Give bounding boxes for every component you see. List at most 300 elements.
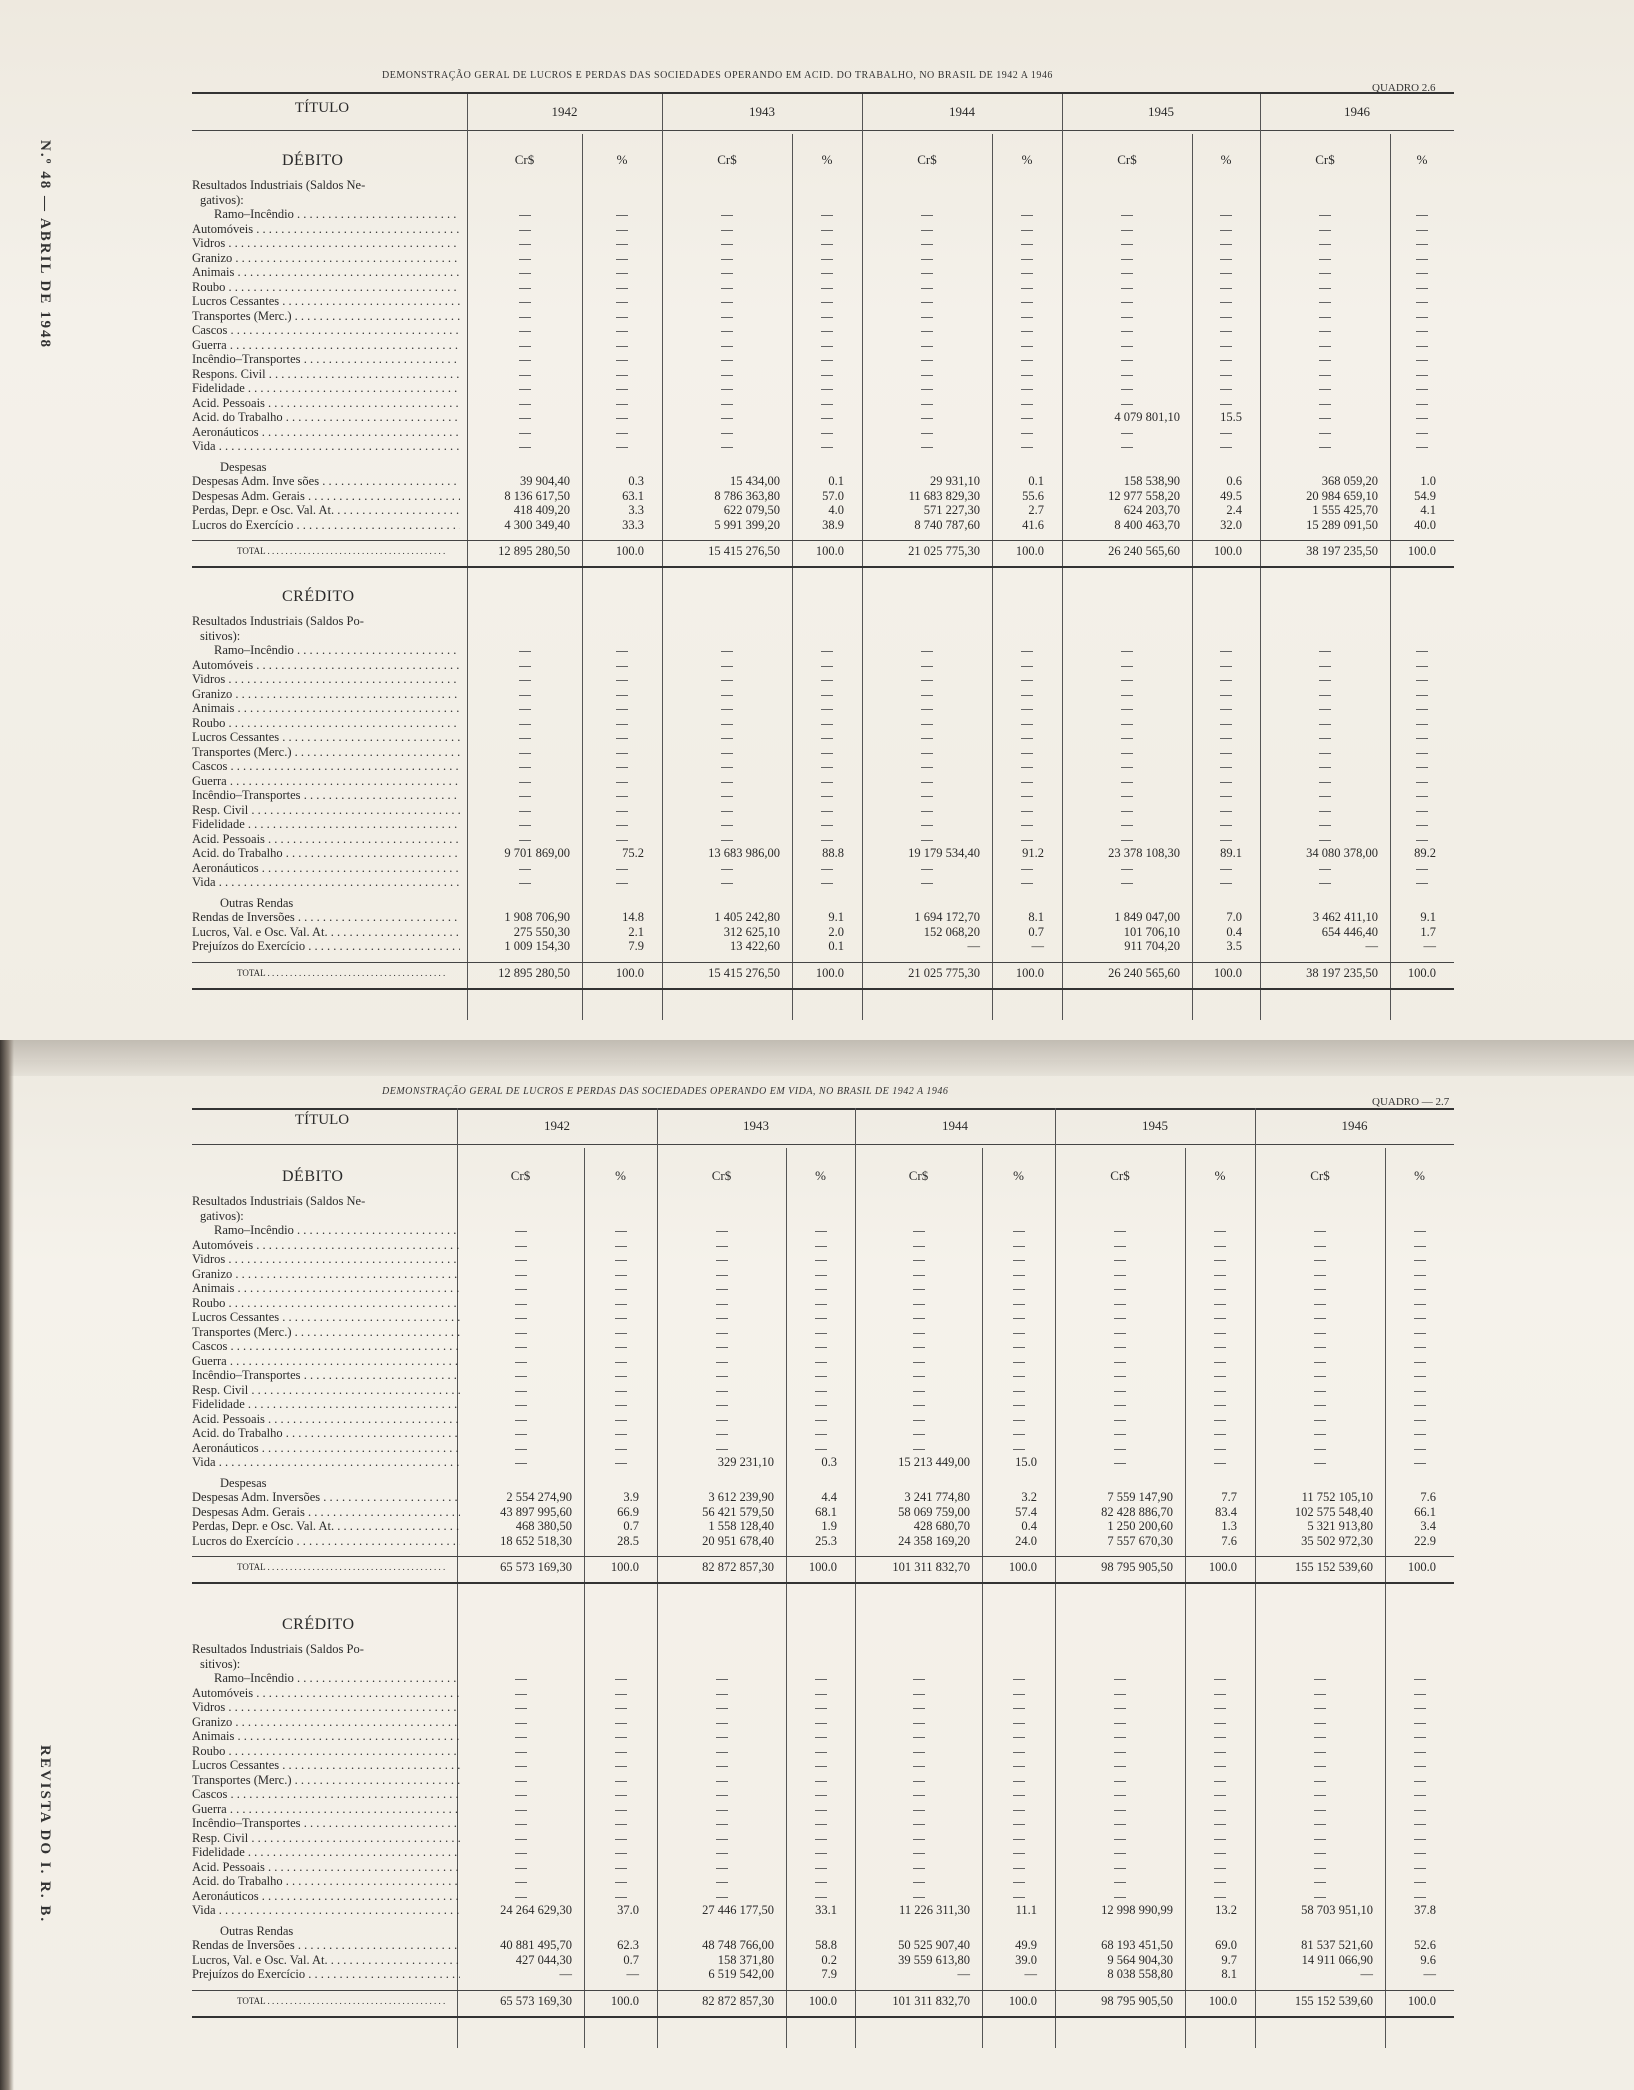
empty-value-dash [1416, 738, 1428, 739]
empty-value-dash [519, 259, 531, 260]
empty-value-dash [821, 869, 833, 870]
empty-value-dash [721, 680, 733, 681]
empty-value-dash [716, 1231, 728, 1232]
empty-value-dash [519, 273, 531, 274]
empty-value-dash [921, 869, 933, 870]
empty-value-dash [815, 1420, 827, 1421]
total-value: 100.0 [808, 1560, 837, 1574]
currency-unit: Cr$ [1110, 1168, 1130, 1183]
empty-value-dash [1114, 1882, 1126, 1883]
empty-value-dash [921, 825, 933, 826]
top-rule [192, 92, 1454, 94]
percent-value: — [1031, 939, 1044, 953]
empty-value-dash [913, 1362, 925, 1363]
column-rule [582, 580, 583, 1020]
row-label: Ramo–Incêndio . . . [192, 643, 460, 658]
percent-value: 37.8 [1414, 1903, 1436, 1917]
empty-value-dash [519, 375, 531, 376]
row-label: Vida . . . [192, 1455, 460, 1470]
empty-value-dash [1214, 1781, 1226, 1782]
empty-value-dash [721, 738, 733, 739]
row-label: Lucros Cessantes . . . [192, 1758, 460, 1773]
empty-value-dash [1121, 346, 1133, 347]
empty-value-dash [821, 230, 833, 231]
table-title: DEMONSTRAÇÃO GERAL DE LUCROS E PERDAS DAS SOCIEDADES OPERANDO EM VIDA, NO BRASIL DE 1942 A 1946 [382, 1086, 949, 1097]
amount-value: 468 380,50 [515, 1519, 572, 1533]
empty-value-dash [615, 1897, 627, 1898]
empty-value-dash [1013, 1679, 1025, 1680]
empty-value-dash [616, 796, 628, 797]
empty-value-dash [1319, 418, 1331, 419]
empty-value-dash [1121, 825, 1133, 826]
empty-value-dash [716, 1391, 728, 1392]
amount-value: 5 991 399,20 [714, 517, 780, 532]
empty-value-dash [1414, 1347, 1426, 1348]
empty-value-dash [515, 1708, 527, 1709]
empty-value-dash [519, 811, 531, 812]
empty-value-dash [815, 1795, 827, 1796]
bottom-rule [192, 2016, 1454, 2018]
amount-value: 34 080 378,00 [1306, 846, 1378, 860]
empty-value-dash [716, 1752, 728, 1753]
empty-value-dash [716, 1376, 728, 1377]
empty-value-dash [1319, 259, 1331, 260]
empty-value-dash [615, 1333, 627, 1334]
empty-value-dash [1114, 1362, 1126, 1363]
empty-value-dash [913, 1679, 925, 1680]
row-label: Ramo–Incêndio . . . [192, 1223, 460, 1238]
empty-value-dash [1021, 418, 1033, 419]
empty-value-dash [913, 1795, 925, 1796]
empty-value-dash [1021, 840, 1033, 841]
column-rule [862, 580, 863, 1020]
empty-value-dash [1319, 288, 1331, 289]
total-value: 100.0 [615, 965, 644, 980]
empty-value-dash [1220, 709, 1232, 710]
total-value: 98 795 905,50 [1101, 1560, 1173, 1574]
empty-value-dash [519, 825, 531, 826]
empty-value-dash [1021, 215, 1033, 216]
result-pos-label-cont: sitivos): [200, 628, 241, 643]
row-label: Despesas Adm. Gerais . . . [192, 489, 460, 504]
empty-value-dash [1214, 1318, 1226, 1319]
empty-value-dash [1214, 1723, 1226, 1724]
row-label: Guerra . . . [192, 338, 460, 353]
empty-value-dash [716, 1405, 728, 1406]
empty-value-dash [519, 389, 531, 390]
empty-value-dash [1121, 331, 1133, 332]
row-label: Ramo–Incêndio . . . [192, 207, 460, 222]
header-rule [192, 130, 1454, 131]
empty-value-dash [1021, 680, 1033, 681]
empty-value-dash [1121, 709, 1133, 710]
row-label: Granizo . . . [192, 1267, 460, 1282]
total-label: TOTAL . . . [192, 1560, 460, 1575]
amount-value: 81 537 521,60 [1301, 1938, 1373, 1952]
amount-value: 1 558 128,40 [708, 1519, 774, 1533]
percent-value: 15.5 [1220, 410, 1242, 424]
empty-value-dash [1319, 724, 1331, 725]
empty-value-dash [815, 1304, 827, 1305]
amount-value: 11 683 829,30 [908, 488, 980, 503]
empty-value-dash [721, 447, 733, 448]
empty-value-dash [716, 1766, 728, 1767]
empty-value-dash [815, 1868, 827, 1869]
debit-end-rule [192, 566, 1454, 568]
empty-value-dash [519, 302, 531, 303]
column-rule [792, 580, 793, 1020]
empty-value-dash [913, 1347, 925, 1348]
empty-value-dash [615, 1868, 627, 1869]
empty-value-dash [815, 1882, 827, 1883]
empty-value-dash [1314, 1449, 1326, 1450]
empty-value-dash [921, 666, 933, 667]
row-label: Incêndio–Transportes . . . [192, 352, 460, 367]
empty-value-dash [616, 215, 628, 216]
empty-value-dash [913, 1810, 925, 1811]
empty-value-dash [1314, 1810, 1326, 1811]
empty-value-dash [721, 360, 733, 361]
total-value: 101 311 832,70 [892, 1560, 970, 1574]
empty-value-dash [721, 782, 733, 783]
total-value: 15 415 276,50 [708, 965, 780, 980]
empty-value-dash [1319, 215, 1331, 216]
empty-value-dash [1416, 317, 1428, 318]
total-value: 12 895 280,50 [498, 544, 570, 558]
empty-value-dash [1121, 389, 1133, 390]
empty-value-dash [615, 1405, 627, 1406]
empty-value-dash [1220, 375, 1232, 376]
empty-value-dash [1021, 695, 1033, 696]
total-value: 100.0 [610, 1560, 639, 1574]
empty-value-dash [1121, 869, 1133, 870]
amount-value: 101 706,10 [1123, 924, 1180, 939]
empty-value-dash [1319, 433, 1331, 434]
empty-value-dash [1414, 1434, 1426, 1435]
total-value: 101 311 832,70 [892, 1993, 970, 2008]
percent-unit: % [1414, 1168, 1425, 1183]
amount-value: 1 908 706,90 [504, 910, 570, 924]
percent-value: 62.3 [617, 1938, 639, 1952]
empty-value-dash [1416, 724, 1428, 725]
percent-value: — [1024, 1967, 1037, 1981]
empty-value-dash [721, 317, 733, 318]
empty-value-dash [616, 375, 628, 376]
empty-value-dash [1220, 331, 1232, 332]
percent-value: 3.2 [1021, 1490, 1037, 1504]
column-rule [584, 1608, 585, 2048]
empty-value-dash [721, 288, 733, 289]
empty-value-dash [1319, 447, 1331, 448]
empty-value-dash [1319, 302, 1331, 303]
empty-value-dash [1214, 1737, 1226, 1738]
empty-value-dash [1021, 782, 1033, 783]
row-label: Granizo . . . [192, 687, 460, 702]
amount-value: 1 405 242,80 [714, 910, 780, 924]
total-value: 15 415 276,50 [708, 544, 780, 558]
empty-value-dash [615, 1737, 627, 1738]
row-label: Resp. Civil . . . [192, 803, 460, 818]
empty-value-dash [1121, 695, 1133, 696]
percent-value: 7.6 [1221, 1533, 1237, 1548]
empty-value-dash [1220, 695, 1232, 696]
empty-value-dash [1414, 1737, 1426, 1738]
empty-value-dash [1121, 317, 1133, 318]
empty-value-dash [515, 1391, 527, 1392]
empty-value-dash [615, 1708, 627, 1709]
empty-value-dash [1114, 1449, 1126, 1450]
empty-value-dash [1013, 1405, 1025, 1406]
row-label: Cascos . . . [192, 1787, 460, 1802]
percent-value: 39.0 [1015, 1952, 1037, 1967]
empty-value-dash [1416, 782, 1428, 783]
empty-value-dash [515, 1405, 527, 1406]
empty-value-dash [716, 1246, 728, 1247]
empty-value-dash [815, 1391, 827, 1392]
percent-value: 28.5 [617, 1533, 639, 1548]
empty-value-dash [1416, 825, 1428, 826]
empty-value-dash [821, 317, 833, 318]
empty-value-dash [1214, 1449, 1226, 1450]
empty-value-dash [1414, 1304, 1426, 1305]
table-title: DEMONSTRAÇÃO GERAL DE LUCROS E PERDAS DAS SOCIEDADES OPERANDO EM ACID. DO TRABALHO, NO BRASIL DE 1942 A 1946 [382, 70, 1053, 81]
empty-value-dash [1414, 1449, 1426, 1450]
amount-value: 654 446,40 [1321, 924, 1378, 939]
empty-value-dash [519, 840, 531, 841]
row-label: Roubo . . . [192, 1296, 460, 1311]
row-label: Vidros . . . [192, 1700, 460, 1715]
empty-value-dash [913, 1304, 925, 1305]
amount-value: 911 704,20 [1124, 939, 1180, 953]
percent-value: — [1423, 939, 1436, 953]
empty-value-dash [1416, 840, 1428, 841]
empty-value-dash [616, 404, 628, 405]
empty-value-dash [716, 1839, 728, 1840]
credito-heading: CRÉDITO [282, 1616, 355, 1633]
amount-value: 24 264 629,30 [500, 1903, 572, 1917]
empty-value-dash [1314, 1679, 1326, 1680]
empty-value-dash [1214, 1246, 1226, 1247]
row-label: Aeronáuticos . . . [192, 1441, 460, 1456]
empty-value-dash [1414, 1231, 1426, 1232]
empty-value-dash [515, 1752, 527, 1753]
empty-value-dash [821, 433, 833, 434]
empty-value-dash [615, 1275, 627, 1276]
empty-value-dash [519, 709, 531, 710]
subtotal-rule [192, 540, 1454, 541]
empty-value-dash [1114, 1766, 1126, 1767]
empty-value-dash [1319, 883, 1331, 884]
percent-value: 37.0 [617, 1903, 639, 1917]
row-label: Incêndio–Transportes . . . [192, 788, 460, 803]
result-neg-label: Resultados Industriais (Saldos Ne- [192, 178, 366, 192]
empty-value-dash [1220, 782, 1232, 783]
empty-value-dash [616, 724, 628, 725]
amount-value: 20 984 659,10 [1306, 488, 1378, 503]
empty-value-dash [921, 259, 933, 260]
debito-heading: DÉBITO [282, 1168, 344, 1185]
empty-value-dash [1416, 418, 1428, 419]
percent-value: 15.0 [1015, 1455, 1037, 1469]
empty-value-dash [519, 680, 531, 681]
empty-value-dash [1114, 1391, 1126, 1392]
empty-value-dash [1220, 796, 1232, 797]
row-label: Roubo . . . [192, 280, 460, 295]
empty-value-dash [515, 1723, 527, 1724]
row-label: Vidros . . . [192, 672, 460, 687]
empty-value-dash [515, 1839, 527, 1840]
amount-value: 624 203,70 [1123, 503, 1180, 517]
empty-value-dash [821, 244, 833, 245]
empty-value-dash [1220, 360, 1232, 361]
empty-value-dash [1414, 1391, 1426, 1392]
row-label: Lucros, Val. e Osc. Val. At. . . . [192, 925, 460, 940]
empty-value-dash [616, 302, 628, 303]
empty-value-dash [815, 1347, 827, 1348]
empty-value-dash [1414, 1723, 1426, 1724]
debit-end-rule [192, 1582, 1454, 1584]
empty-value-dash [1013, 1304, 1025, 1305]
total-value: 21 025 775,30 [908, 965, 980, 980]
percent-value: 57.0 [822, 488, 844, 503]
empty-value-dash [1414, 1752, 1426, 1753]
empty-value-dash [1021, 796, 1033, 797]
total-value: 98 795 905,50 [1101, 1993, 1173, 2008]
empty-value-dash [921, 317, 933, 318]
amount-value: — [559, 1967, 572, 1981]
empty-value-dash [1121, 651, 1133, 652]
empty-value-dash [1214, 1420, 1226, 1421]
empty-value-dash [721, 389, 733, 390]
empty-value-dash [1416, 360, 1428, 361]
empty-value-dash [1013, 1781, 1025, 1782]
empty-value-dash [1214, 1275, 1226, 1276]
amount-value: 12 998 990,99 [1101, 1903, 1173, 1917]
year-header: 1944 [942, 1118, 968, 1133]
empty-value-dash [1114, 1420, 1126, 1421]
row-label: Acid. Pessoais . . . [192, 1412, 460, 1427]
empty-value-dash [1214, 1679, 1226, 1680]
empty-value-dash [921, 288, 933, 289]
empty-value-dash [1220, 433, 1232, 434]
empty-value-dash [1013, 1795, 1025, 1796]
empty-value-dash [815, 1810, 827, 1811]
empty-value-dash [821, 883, 833, 884]
percent-value: 89.2 [1414, 846, 1436, 860]
total-value: 155 152 539,60 [1294, 1560, 1373, 1574]
empty-value-dash [1220, 738, 1232, 739]
total-label: TOTAL . . . [192, 1994, 460, 2009]
column-rule [1055, 1608, 1056, 2048]
row-label: Animais . . . [192, 1729, 460, 1744]
empty-value-dash [1114, 1275, 1126, 1276]
row-label: Cascos . . . [192, 1339, 460, 1354]
empty-value-dash [721, 753, 733, 754]
empty-value-dash [616, 346, 628, 347]
empty-value-dash [1414, 1853, 1426, 1854]
empty-value-dash [921, 724, 933, 725]
empty-value-dash [616, 259, 628, 260]
empty-value-dash [721, 825, 733, 826]
percent-unit: % [616, 152, 628, 167]
amount-value: 8 400 463,70 [1114, 517, 1180, 532]
empty-value-dash [1114, 1708, 1126, 1709]
empty-value-dash [615, 1463, 627, 1464]
row-label: Despesas Adm. Inve sões . . . [192, 474, 460, 489]
empty-value-dash [913, 1824, 925, 1825]
empty-value-dash [921, 244, 933, 245]
empty-value-dash [519, 331, 531, 332]
empty-value-dash [1114, 1781, 1126, 1782]
empty-value-dash [1319, 767, 1331, 768]
empty-value-dash [716, 1318, 728, 1319]
percent-value: 75.2 [622, 846, 644, 860]
empty-value-dash [721, 709, 733, 710]
empty-value-dash [821, 375, 833, 376]
percent-value: 4.1 [1420, 503, 1436, 517]
empty-value-dash [913, 1839, 925, 1840]
row-label: Ramo–Incêndio . . . [192, 1671, 460, 1686]
empty-value-dash [1121, 433, 1133, 434]
result-neg-label: Resultados Industriais (Saldos Ne- [192, 1194, 366, 1208]
empty-value-dash [1416, 404, 1428, 405]
empty-value-dash [1314, 1376, 1326, 1377]
row-label: Fidelidade . . . [192, 1845, 460, 1860]
empty-value-dash [821, 346, 833, 347]
empty-value-dash [1121, 288, 1133, 289]
empty-value-dash [1214, 1231, 1226, 1232]
empty-value-dash [1013, 1868, 1025, 1869]
percent-value: 0.4 [1226, 924, 1242, 939]
empty-value-dash [1013, 1434, 1025, 1435]
percent-value: 8.1 [1028, 910, 1044, 924]
year-header: 1945 [1142, 1118, 1168, 1133]
empty-value-dash [616, 767, 628, 768]
empty-value-dash [1414, 1318, 1426, 1319]
empty-value-dash [921, 433, 933, 434]
percent-value: 0.3 [821, 1455, 837, 1469]
empty-value-dash [515, 1694, 527, 1695]
result-neg-label-cont: gativos): [200, 1208, 244, 1223]
amount-value: 1 694 172,70 [914, 910, 980, 924]
subtotal-rule [192, 1990, 1454, 1991]
empty-value-dash [1220, 230, 1232, 231]
empty-value-dash [721, 666, 733, 667]
empty-value-dash [716, 1275, 728, 1276]
empty-value-dash [815, 1260, 827, 1261]
total-value: 100.0 [1213, 965, 1242, 980]
empty-value-dash [721, 273, 733, 274]
empty-value-dash [716, 1260, 728, 1261]
row-label: Vida . . . [192, 1903, 460, 1918]
empty-value-dash [716, 1810, 728, 1811]
empty-value-dash [913, 1420, 925, 1421]
row-label: Acid. Pessoais . . . [192, 832, 460, 847]
empty-value-dash [515, 1781, 527, 1782]
empty-value-dash [616, 273, 628, 274]
empty-value-dash [721, 724, 733, 725]
empty-value-dash [1416, 215, 1428, 216]
empty-value-dash [1220, 273, 1232, 274]
amount-value: 15 289 091,50 [1306, 517, 1378, 532]
empty-value-dash [815, 1318, 827, 1319]
empty-value-dash [515, 1868, 527, 1869]
empty-value-dash [1114, 1694, 1126, 1695]
amount-value: 427 044,30 [515, 1952, 572, 1967]
percent-value: 1.7 [1420, 924, 1436, 939]
row-label: Cascos . . . [192, 759, 460, 774]
empty-value-dash [519, 724, 531, 725]
